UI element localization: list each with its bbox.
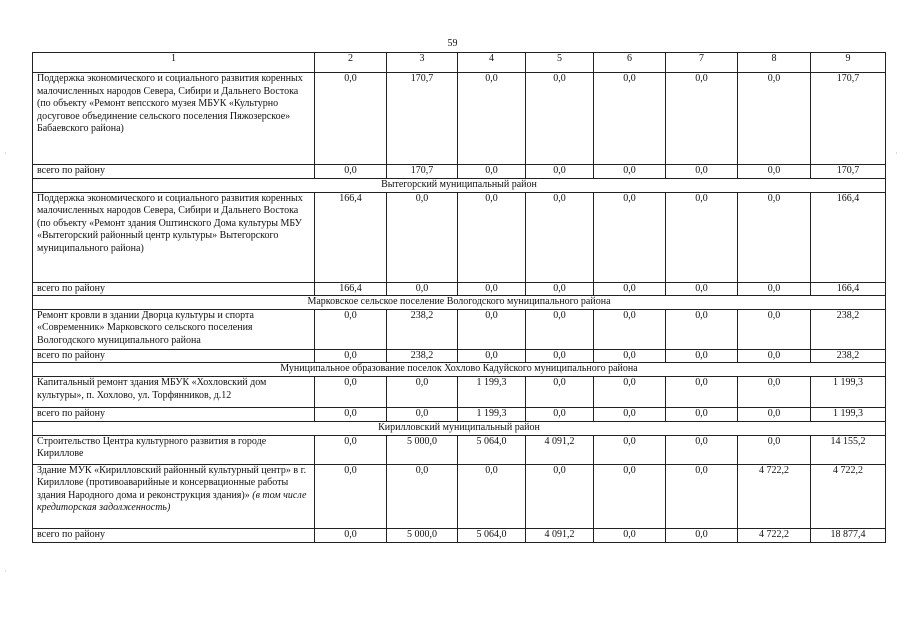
value-cell: 0,0 bbox=[666, 528, 738, 542]
total-label bbox=[33, 165, 315, 179]
total-row bbox=[33, 408, 886, 422]
value-cell: 0,0 bbox=[594, 408, 666, 422]
table-row bbox=[33, 435, 886, 464]
value-cell: 0,0 bbox=[315, 377, 387, 408]
value-cell: 0,0 bbox=[387, 464, 458, 528]
value-cell: 1 199,3 bbox=[811, 377, 886, 408]
value-cell: 0,0 bbox=[666, 165, 738, 179]
value-cell: 0,0 bbox=[387, 408, 458, 422]
value-cell: 0,0 bbox=[738, 192, 811, 282]
description-text: всего по району bbox=[37, 408, 106, 419]
item-description bbox=[33, 377, 315, 408]
value-cell: 0,0 bbox=[526, 464, 594, 528]
column-header: 5 bbox=[526, 53, 594, 73]
column-header: 7 bbox=[666, 53, 738, 73]
value-cell: 0,0 bbox=[594, 192, 666, 282]
description-text: всего по району bbox=[37, 282, 106, 294]
value-cell: 0,0 bbox=[315, 464, 387, 528]
value-cell: 0,0 bbox=[738, 435, 811, 464]
value-cell: 170,7 bbox=[811, 73, 886, 165]
description-note: (в том числе кредиторская задолженность) bbox=[37, 489, 307, 513]
value-cell: 0,0 bbox=[526, 408, 594, 422]
total-row bbox=[33, 349, 886, 363]
value-cell: 0,0 bbox=[315, 73, 387, 165]
value-cell: 166,4 bbox=[315, 282, 387, 296]
column-header: 4 bbox=[458, 53, 526, 73]
table-header-row bbox=[33, 53, 886, 73]
value-cell: 0,0 bbox=[526, 309, 594, 349]
description-text: всего по району bbox=[37, 349, 106, 361]
margin-mark: · bbox=[4, 149, 7, 158]
table-body bbox=[33, 53, 886, 543]
column-header: 8 bbox=[738, 53, 811, 73]
value-cell: 0,0 bbox=[387, 192, 458, 282]
section-row bbox=[33, 363, 886, 377]
section-row bbox=[33, 422, 886, 436]
value-cell: 0,0 bbox=[738, 349, 811, 363]
value-cell: 0,0 bbox=[594, 528, 666, 542]
value-cell: 0,0 bbox=[666, 464, 738, 528]
value-cell: 166,4 bbox=[811, 192, 886, 282]
description-text: Поддержка экономического и социального развития коренных малочисленных народов Севера, Сибири и Дальнего Востока (по объекту «Ремонт вепсского музея МБУК «Культурно досуговое объединение сельского поселения Пяжозерское» Бабаевского района) bbox=[37, 73, 303, 134]
total-row bbox=[33, 528, 886, 542]
value-cell: 0,0 bbox=[594, 73, 666, 165]
description-text: Строительство Центра культурного развития в городе Кириллове bbox=[37, 435, 267, 459]
value-cell: 0,0 bbox=[458, 73, 526, 165]
value-cell: 0,0 bbox=[458, 349, 526, 363]
item-description bbox=[33, 464, 315, 528]
value-cell: 0,0 bbox=[738, 282, 811, 296]
total-row bbox=[33, 165, 886, 179]
value-cell: 0,0 bbox=[526, 192, 594, 282]
value-cell: 0,0 bbox=[594, 377, 666, 408]
section-title: Вытегорский муниципальный район bbox=[33, 178, 886, 192]
total-label bbox=[33, 528, 315, 542]
value-cell: 0,0 bbox=[458, 192, 526, 282]
description-text: всего по району bbox=[37, 165, 106, 176]
column-header: 9 bbox=[811, 53, 886, 73]
column-header: 1 bbox=[33, 53, 315, 73]
value-cell: 238,2 bbox=[811, 349, 886, 363]
description-text: Капитальный ремонт здания МБУК «Хохловский дом культуры», п. Хохлово, ул. Торфянников, д.12 bbox=[37, 377, 267, 401]
description-text: Ремонт кровли в здании Дворца культуры и спорта «Современник» Марковского сельского поселения Вологодского муниципального района bbox=[37, 309, 254, 346]
description-text: Поддержка экономического и социального развития коренных малочисленных народов Севера, Сибири и Дальнего Востока (по объекту «Ремонт здания Оштинского Дома культуры МБУ «Вытегорский районный центр культуры» Вытегорского муниципального района) bbox=[37, 192, 303, 254]
value-cell: 0,0 bbox=[387, 377, 458, 408]
value-cell: 0,0 bbox=[666, 192, 738, 282]
section-title: Муниципальное образование поселок Хохлово Кадуйского муниципального района bbox=[33, 363, 886, 377]
section-title: Кирилловский муниципальный район bbox=[33, 422, 886, 436]
description-text: Здание МУК «Кирилловский районный культурный центр» в г. Кириллове (противоаварийные и консервационные работы здания Народного дома и реконструкция здания)» bbox=[37, 464, 307, 501]
section-row bbox=[33, 296, 886, 310]
value-cell: 0,0 bbox=[458, 165, 526, 179]
value-cell: 0,0 bbox=[594, 349, 666, 363]
value-cell: 1 199,3 bbox=[458, 408, 526, 422]
value-cell: 4 091,2 bbox=[526, 435, 594, 464]
value-cell: 0,0 bbox=[526, 165, 594, 179]
value-cell: 0,0 bbox=[315, 349, 387, 363]
value-cell: 0,0 bbox=[738, 377, 811, 408]
value-cell: 5 000,0 bbox=[387, 528, 458, 542]
value-cell: 0,0 bbox=[666, 435, 738, 464]
value-cell: 4 722,2 bbox=[811, 464, 886, 528]
item-description bbox=[33, 309, 315, 349]
value-cell: 0,0 bbox=[738, 309, 811, 349]
item-description bbox=[33, 192, 315, 282]
value-cell: 5 064,0 bbox=[458, 435, 526, 464]
value-cell: 0,0 bbox=[594, 309, 666, 349]
value-cell: 0,0 bbox=[458, 464, 526, 528]
table-row bbox=[33, 73, 886, 165]
value-cell: 238,2 bbox=[811, 309, 886, 349]
value-cell: 4 722,2 bbox=[738, 464, 811, 528]
value-cell: 0,0 bbox=[738, 408, 811, 422]
value-cell: 0,0 bbox=[594, 435, 666, 464]
value-cell: 5 064,0 bbox=[458, 528, 526, 542]
value-cell: 0,0 bbox=[526, 73, 594, 165]
margin-mark: · bbox=[4, 567, 7, 576]
value-cell: 0,0 bbox=[666, 309, 738, 349]
value-cell: 0,0 bbox=[315, 408, 387, 422]
total-label bbox=[33, 349, 315, 363]
value-cell: 0,0 bbox=[387, 282, 458, 296]
budget-table bbox=[32, 52, 886, 543]
value-cell: 0,0 bbox=[526, 349, 594, 363]
table-row bbox=[33, 192, 886, 282]
column-header: 6 bbox=[594, 53, 666, 73]
value-cell: 238,2 bbox=[387, 309, 458, 349]
item-description bbox=[33, 435, 315, 464]
value-cell: 0,0 bbox=[458, 309, 526, 349]
margin-mark: · bbox=[895, 149, 898, 158]
value-cell: 4 091,2 bbox=[526, 528, 594, 542]
value-cell: 170,7 bbox=[387, 73, 458, 165]
value-cell: 238,2 bbox=[387, 349, 458, 363]
value-cell: 4 722,2 bbox=[738, 528, 811, 542]
value-cell: 1 199,3 bbox=[458, 377, 526, 408]
item-description bbox=[33, 73, 315, 165]
value-cell: 0,0 bbox=[594, 282, 666, 296]
value-cell: 0,0 bbox=[666, 282, 738, 296]
table-row bbox=[33, 464, 886, 528]
value-cell: 0,0 bbox=[315, 435, 387, 464]
value-cell: 0,0 bbox=[526, 377, 594, 408]
value-cell: 5 000,0 bbox=[387, 435, 458, 464]
value-cell: 170,7 bbox=[811, 165, 886, 179]
value-cell: 166,4 bbox=[315, 192, 387, 282]
value-cell: 0,0 bbox=[458, 282, 526, 296]
value-cell: 0,0 bbox=[594, 165, 666, 179]
value-cell: 0,0 bbox=[738, 73, 811, 165]
value-cell: 14 155,2 bbox=[811, 435, 886, 464]
page-number: 59 bbox=[447, 38, 458, 49]
value-cell: 166,4 bbox=[811, 282, 886, 296]
value-cell: 0,0 bbox=[526, 282, 594, 296]
section-row bbox=[33, 178, 886, 192]
value-cell: 0,0 bbox=[315, 165, 387, 179]
value-cell: 0,0 bbox=[315, 528, 387, 542]
value-cell: 0,0 bbox=[738, 165, 811, 179]
value-cell: 0,0 bbox=[666, 73, 738, 165]
value-cell: 0,0 bbox=[666, 377, 738, 408]
total-label bbox=[33, 282, 315, 296]
value-cell: 0,0 bbox=[594, 464, 666, 528]
value-cell: 1 199,3 bbox=[811, 408, 886, 422]
value-cell: 0,0 bbox=[315, 309, 387, 349]
total-label bbox=[33, 408, 315, 422]
value-cell: 0,0 bbox=[666, 349, 738, 363]
value-cell: 0,0 bbox=[666, 408, 738, 422]
column-header: 2 bbox=[315, 53, 387, 73]
table-row bbox=[33, 377, 886, 408]
value-cell: 170,7 bbox=[387, 165, 458, 179]
section-title: Марковское сельское поселение Вологодского муниципального района bbox=[33, 296, 886, 310]
description-text: всего по району bbox=[37, 528, 106, 540]
total-row bbox=[33, 282, 886, 296]
value-cell: 18 877,4 bbox=[811, 528, 886, 542]
column-header: 3 bbox=[387, 53, 458, 73]
table-row bbox=[33, 309, 886, 349]
